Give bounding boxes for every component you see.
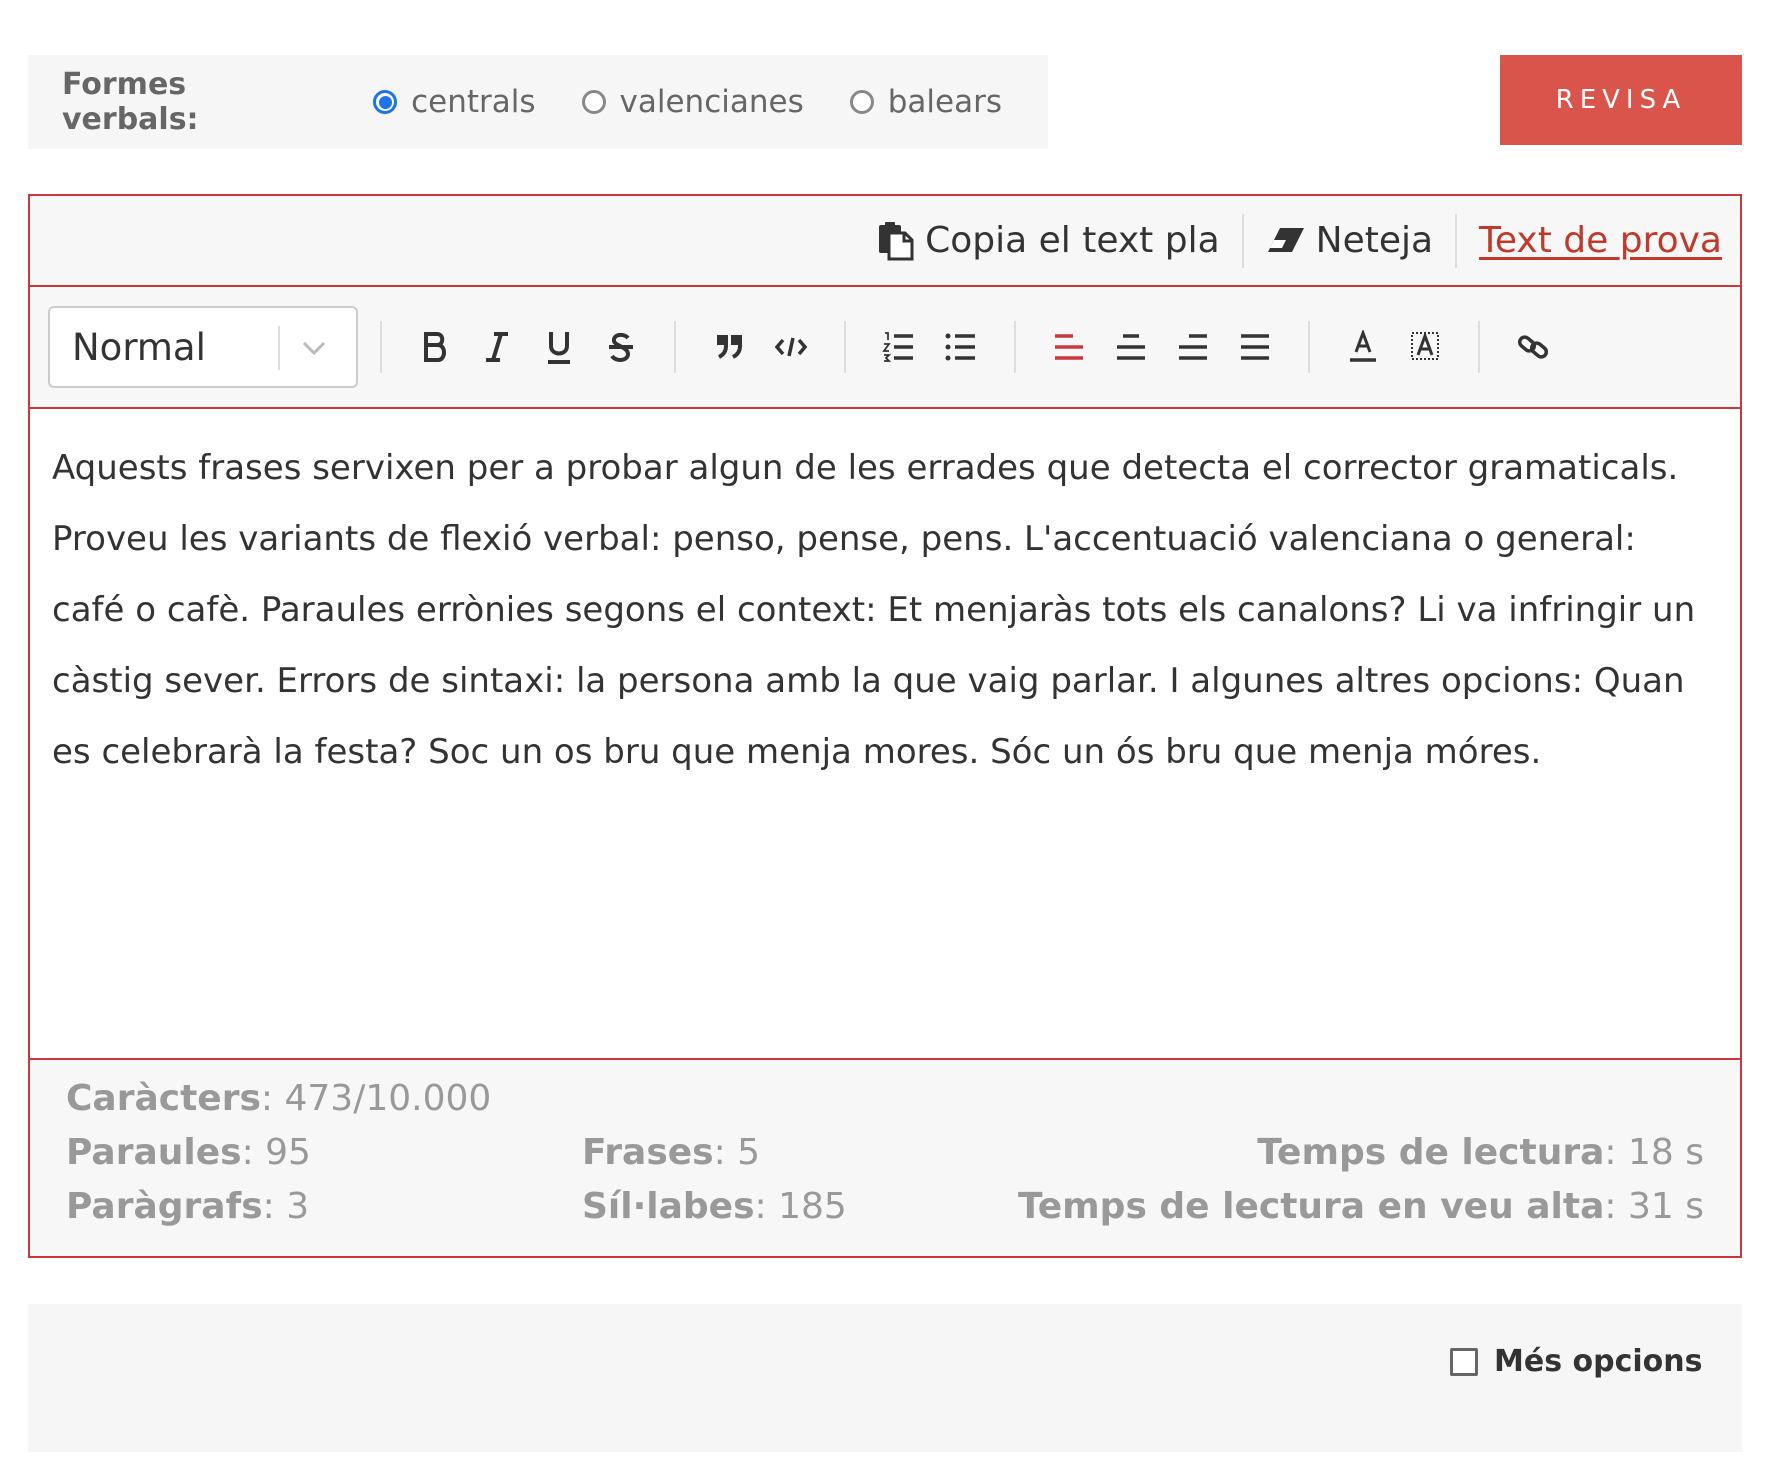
code-button[interactable] [760,316,822,378]
bold-icon [420,330,450,364]
italic-button[interactable] [466,316,528,378]
bullet-list-icon [944,331,978,363]
ordered-list-icon [882,331,916,363]
more-options-checkbox[interactable] [1450,1348,1478,1376]
bold-button[interactable] [404,316,466,378]
toolbar-separator [1014,321,1016,373]
text-color-button[interactable] [1332,316,1394,378]
radio-balears[interactable] [850,84,1002,120]
toolbar-separator [674,321,676,373]
radio-button-checked[interactable] [373,90,397,114]
strikethrough-icon [606,330,636,364]
bullet-list-button[interactable] [930,316,992,378]
radio-button[interactable] [850,90,874,114]
link-button[interactable] [1502,316,1564,378]
align-justify-icon [1239,332,1271,362]
background-color-button[interactable] [1394,316,1456,378]
chevron-down-icon [300,334,328,362]
stats-row [48,1078,1722,1132]
underline-icon [544,329,574,365]
align-center-button[interactable] [1100,316,1162,378]
text-color-icon [1347,330,1379,364]
align-right-button[interactable] [1162,316,1224,378]
verb-forms-label: Formes verbals: [62,67,199,137]
toolbar-separator [380,321,382,373]
radio-valencianes[interactable] [582,84,804,120]
blockquote-icon [714,334,744,360]
align-left-button[interactable] [1038,316,1100,378]
text-statistics [30,1058,1740,1256]
editor-actions-bar [30,196,1740,287]
copy-label: Copia el text pla [925,220,1220,261]
background-color-icon [1409,330,1441,364]
ordered-list-button[interactable] [868,316,930,378]
stat-sentences: Frases: 5 [582,1132,761,1173]
stat-reading-time: Temps de lectura: 18 s [1257,1132,1704,1173]
stat-words: Paraules: 95 [66,1132,311,1173]
blockquote-button[interactable] [698,316,760,378]
revisa-button[interactable]: REVISA [1500,55,1742,145]
stat-syllables: Síl·labes: 185 [582,1186,847,1227]
italic-icon [482,330,512,364]
editor-content[interactable]: Aquests frases servixen per a probar algun de les errades que detecta el corrector gramaticals. Proveu les variants de flexió verbal: penso, pense, pens. L'accentuació valenciana o general: café o cafè. Paraules errònies segons el context: Et menjaràs tots els canalons? Li va infringir un càstig sever. Errors de sintaxi: la persona amb la que vaig parlar. I algunes altres opcions: Quan es celebrarà la festa? Soc un os bru que menja mores. Sóc un ós bru que menja móres. [52,448,1696,772]
format-select-value: Normal [72,325,206,369]
toolbar-separator [1478,321,1480,373]
align-center-icon [1115,332,1147,362]
radio-label-centrals: centrals [411,84,536,120]
more-options-toggle[interactable] [1450,1344,1702,1379]
stat-characters: Caràcters: 473/10.000 [66,1078,492,1119]
clipboard-icon [877,221,915,261]
radio-button[interactable] [582,90,606,114]
align-justify-button[interactable] [1224,316,1286,378]
editor [28,194,1742,1258]
underline-button[interactable] [528,316,590,378]
stat-aloud-reading-time: Temps de lectura en veu alta: 31 s [1017,1186,1704,1227]
align-right-icon [1177,332,1209,362]
radio-centrals[interactable] [373,84,535,120]
eraser-icon [1266,226,1306,256]
toolbar-separator [844,321,846,373]
stat-paragraphs: Paràgrafs: 3 [66,1186,310,1227]
select-divider [278,326,280,370]
format-toolbar [30,287,1740,409]
stats-row [48,1132,1722,1186]
radio-label-valencianes: valencianes [619,84,804,120]
code-icon [774,335,808,359]
copy-plain-text-button[interactable] [855,220,1242,261]
toolbar-separator [1308,321,1310,373]
options-bar [28,1304,1742,1452]
verb-forms-bar [28,55,1048,149]
more-options-label: Més opcions [1494,1344,1703,1379]
clear-button[interactable] [1244,220,1455,261]
clear-label: Neteja [1315,220,1434,261]
format-select[interactable] [48,306,358,388]
link-icon [1516,330,1550,364]
strikethrough-button[interactable] [590,316,652,378]
sample-text-link[interactable]: Text de prova [1479,220,1722,261]
stats-row [48,1186,1722,1240]
align-left-icon [1053,332,1085,362]
radio-label-balears: balears [887,84,1002,120]
